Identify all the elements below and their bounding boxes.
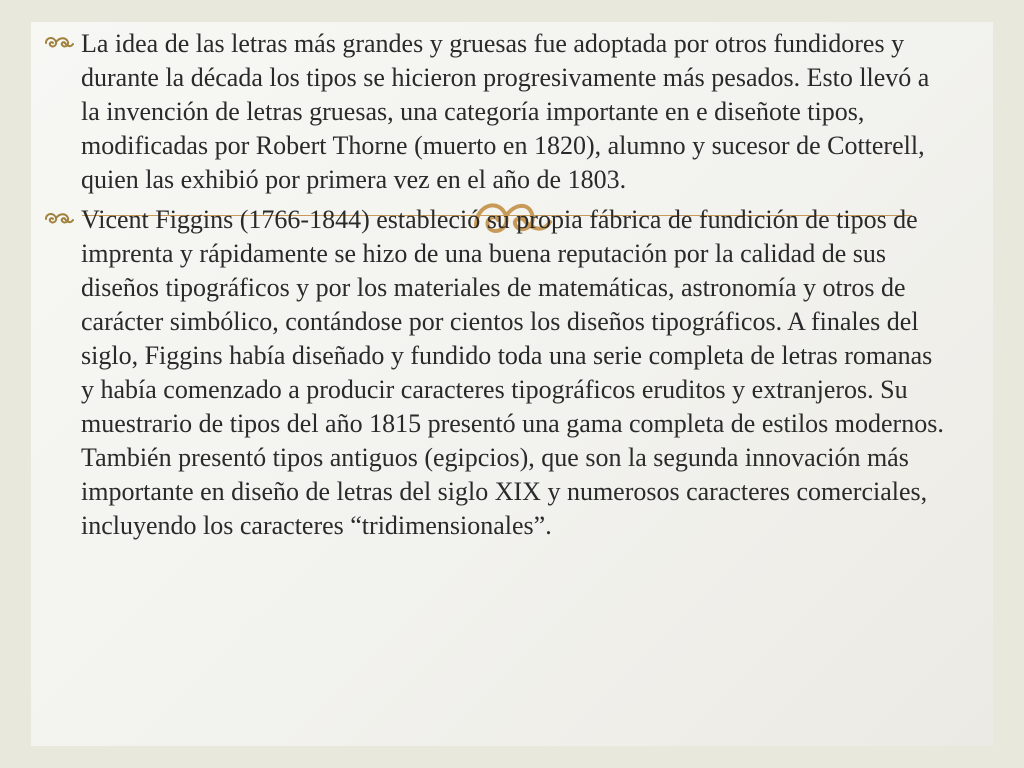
bullet-item bbox=[44, 27, 944, 197]
fleuron-bullet-icon bbox=[44, 210, 74, 228]
bullet-item bbox=[44, 203, 944, 543]
bullet-text: Vicent Figgins (1766-1844) estableció su propia fábrica de fundición de tipos de imprenta y rápidamente se hizo de una buena reputación por la calidad de sus diseños tipográficos y por los materiales de matemáticas, astronomía y otros de carácter simbólico, contándose por cientos los diseños tipográficos. A finales del siglo, Figgins había diseñado y fundido toda una serie completa de letras romanas y había comenzado a producir caracteres tipográficos eruditos y extranjeros. Su muestrario de tipos del año 1815 presentó una gama completa de estilos modernos. También presentó tipos antiguos (egipcios), que son la segunda innovación más importante en diseño de letras del siglo XIX y numerosos caracteres comerciales, incluyendo los caracteres “tridimensionales”. bbox=[81, 205, 944, 540]
bullet-text: La idea de las letras más grandes y gruesas fue adoptada por otros fundidores y durante la década los tipos se hicieron progresivamente más pesados. Esto llevó a la invención de letras gruesas, una categoría importante en e diseñote tipos, modificadas por Robert Thorne (muerto en 1820), alumno y sucesor de Cotterell, quien las exhibió por primera vez en el año de 1803. bbox=[81, 29, 930, 194]
fleuron-bullet-icon bbox=[44, 34, 74, 52]
bullet-list bbox=[44, 27, 944, 549]
